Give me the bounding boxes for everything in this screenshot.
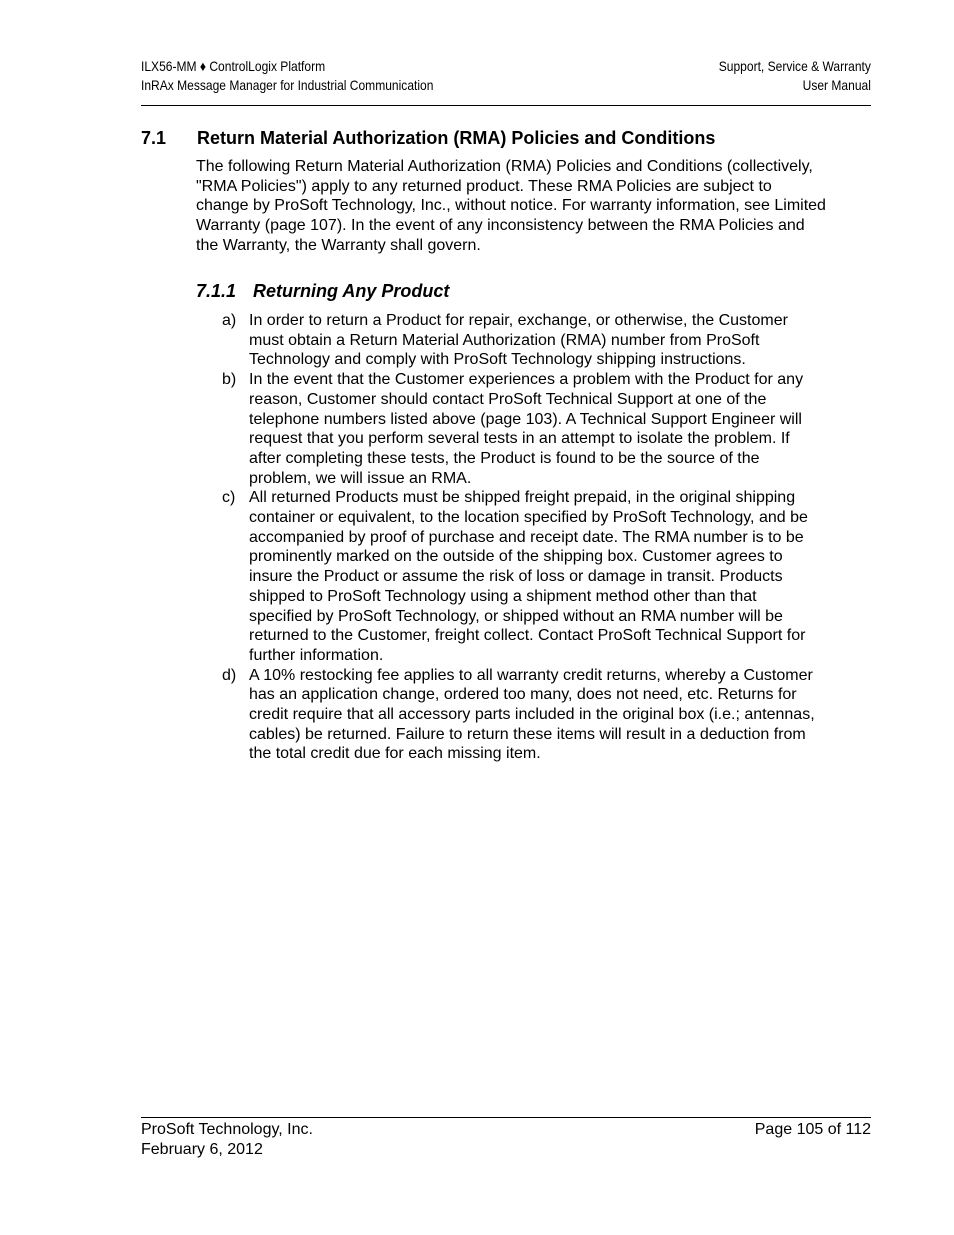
section-number: 7.1: [141, 128, 167, 148]
list-item-marker: a): [222, 312, 237, 329]
header-chapter-title: Support, Service & Warranty: [718, 58, 871, 74]
list-item-text: All returned Products must be shipped freight prepaid, in the original shipping container or equivalent, to the location specified by ProSoft Technology, and be accompanied by proof of purchase and receipt date. The RMA number is to be prominently marked on the outside of the shipping box. Customer agrees to insure the Product or assume the risk of loss or damage in transit. Products shipped to ProSoft Technology using a shipment method other than that specified by ProSoft Technology, or shipped without an RMA number will be returned to the Customer, freight collect. Contact ProSoft Technical Support for further information.: [249, 489, 808, 664]
section-title: Return Material Authorization (RMA) Policies and Conditions: [197, 128, 716, 148]
footer-date: February 6, 2012: [141, 1141, 263, 1158]
subsection-number: 7.1.1: [196, 281, 237, 301]
header-document-type: User Manual: [802, 77, 871, 93]
subsection-heading: [196, 280, 449, 302]
list-item: [222, 488, 822, 665]
list-item-text: A 10% restocking fee applies to all warranty credit returns, whereby a Customer has an application change, ordered too many, does not need, etc. Returns for credit require that all accessory parts included in the original box (i.e.; antennas, cables) be returned. Failure to return these items will result in a deduction from the total credit due for each missing item.: [249, 666, 815, 763]
footer-left: [141, 1120, 313, 1160]
list-item-marker: b): [222, 371, 237, 389]
section-heading: [141, 127, 715, 149]
list-item: [222, 311, 822, 370]
footer-company: ProSoft Technology, Inc.: [141, 1121, 313, 1138]
rma-steps-list: [222, 311, 822, 764]
page-header: [141, 57, 871, 106]
list-item-text: In the event that the Customer experiences a problem with the Product for any reason, Customer should contact ProSoft Technical Support at one of the telephone numbers listed above (page 103). A Technical Support Engineer will request that you perform several tests in an attempt to isolate the problem. If after completing these tests, the Product is found to be the source of the problem, we will issue an RMA.: [249, 371, 804, 487]
header-product-description: InRAx Message Manager for Industrial Communication: [141, 77, 434, 93]
subsection-title: Returning Any Product: [253, 281, 450, 301]
list-item: [222, 370, 822, 488]
header-right: [719, 57, 871, 95]
section-intro-paragraph: The following Return Material Authorization (RMA) Policies and Conditions (collectively, "RMA Policies") apply to any returned product. These RMA Policies are subject to change by ProSoft Technology, Inc., without notice. For warranty information, see Limited Warranty (page 107). In the event of any inconsistency between the RMA Policies and the Warranty, the Warranty shall govern.: [196, 158, 826, 254]
list-item-marker: c): [222, 489, 236, 507]
list-item-marker: d): [222, 666, 237, 684]
list-item: [222, 666, 822, 765]
header-product-line: ILX56-MM ♦ ControlLogix Platform: [141, 58, 326, 74]
page-footer: [141, 1117, 871, 1158]
header-left: [141, 57, 433, 95]
list-item-text: In order to return a Product for repair, exchange, or otherwise, the Customer must obtain a Return Material Authorization (RMA) number from ProSoft Technology and comply with ProSoft Technology shipping instructions.: [249, 312, 788, 369]
footer-page-number: Page 105 of 112: [754, 1121, 871, 1138]
